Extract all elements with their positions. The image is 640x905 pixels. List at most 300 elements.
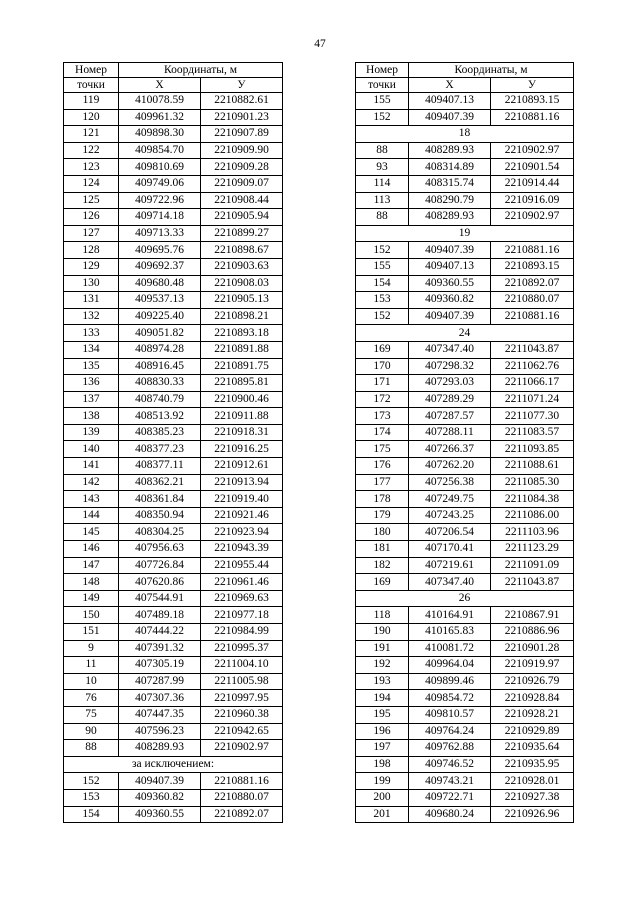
x-coordinate-cell: 408314.89 — [409, 159, 491, 176]
point-number-cell: 88 — [356, 142, 409, 159]
point-number-cell: 152 — [356, 308, 409, 325]
x-coordinate-cell: 409746.52 — [409, 756, 491, 773]
table-row — [356, 690, 574, 707]
table-row — [64, 441, 283, 458]
point-number-cell: 123 — [64, 159, 119, 176]
y-coordinate-cell: 2211093.85 — [491, 441, 574, 458]
y-coordinate-cell: 2211077.30 — [491, 408, 574, 425]
table-row — [356, 292, 574, 309]
point-number-cell: 137 — [64, 391, 119, 408]
x-coordinate-cell: 407287.57 — [409, 408, 491, 425]
x-coordinate-cell: 409722.71 — [409, 789, 491, 806]
y-coordinate-cell: 2210902.97 — [491, 209, 574, 226]
x-coordinate-cell: 407262.20 — [409, 458, 491, 475]
table-body-left — [64, 63, 283, 823]
point-number-cell: 141 — [64, 458, 119, 475]
section-label: 18 — [356, 126, 574, 143]
x-coordinate-cell: 409360.82 — [409, 292, 491, 309]
y-coordinate-cell: 2211086.00 — [491, 507, 574, 524]
x-coordinate-cell: 407489.18 — [119, 607, 201, 624]
point-number-cell: 118 — [356, 607, 409, 624]
y-coordinate-cell: 2211085.30 — [491, 474, 574, 491]
table-row — [356, 258, 574, 275]
table-row — [64, 375, 283, 392]
table-row — [356, 142, 574, 159]
point-number-cell: 76 — [64, 690, 119, 707]
table-row — [64, 474, 283, 491]
y-coordinate-cell: 2210916.09 — [491, 192, 574, 209]
y-coordinate-cell: 2210912.61 — [201, 458, 283, 475]
table-row — [356, 308, 574, 325]
x-coordinate-cell: 407298.32 — [409, 358, 491, 375]
y-coordinate-cell: 2211043.87 — [491, 341, 574, 358]
point-number-cell: 113 — [356, 192, 409, 209]
y-coordinate-cell: 2210918.31 — [201, 424, 283, 441]
x-coordinate-cell: 409964.04 — [409, 657, 491, 674]
table-row — [64, 109, 283, 126]
point-number-cell: 153 — [356, 292, 409, 309]
x-coordinate-cell: 409854.70 — [119, 142, 201, 159]
x-coordinate-cell: 407347.40 — [409, 341, 491, 358]
y-coordinate-cell: 2211084.38 — [491, 491, 574, 508]
table-row — [356, 574, 574, 591]
y-coordinate-cell: 2210892.07 — [491, 275, 574, 292]
section-row — [356, 590, 574, 607]
y-coordinate-cell: 2211071.24 — [491, 391, 574, 408]
table-row — [64, 740, 283, 757]
y-coordinate-cell: 2211103.96 — [491, 524, 574, 541]
table-row — [64, 308, 283, 325]
table-row — [356, 408, 574, 425]
point-number-cell: 150 — [64, 607, 119, 624]
y-coordinate-cell: 2210911.88 — [201, 408, 283, 425]
x-coordinate-cell: 409695.76 — [119, 242, 201, 259]
x-coordinate-cell: 409225.40 — [119, 308, 201, 325]
x-coordinate-cell: 407219.61 — [409, 557, 491, 574]
point-number-cell: 147 — [64, 557, 119, 574]
x-coordinate-cell: 409810.57 — [409, 706, 491, 723]
x-coordinate-cell: 407266.37 — [409, 441, 491, 458]
y-coordinate-cell: 2210902.97 — [491, 142, 574, 159]
x-coordinate-cell: 409899.46 — [409, 673, 491, 690]
x-coordinate-cell: 408350.94 — [119, 507, 201, 524]
section-label: 19 — [356, 225, 574, 242]
y-coordinate-cell: 2210905.13 — [201, 292, 283, 309]
y-coordinate-cell: 2210893.15 — [491, 93, 574, 110]
table-row — [64, 557, 283, 574]
point-number-cell: 127 — [64, 225, 119, 242]
x-coordinate-cell: 407206.54 — [409, 524, 491, 541]
x-coordinate-cell: 407307.36 — [119, 690, 201, 707]
y-header: У — [491, 78, 574, 93]
y-coordinate-cell: 2210901.28 — [491, 640, 574, 657]
y-coordinate-cell: 2210977.18 — [201, 607, 283, 624]
table-row — [356, 773, 574, 790]
table-row — [356, 242, 574, 259]
y-coordinate-cell: 2210919.40 — [201, 491, 283, 508]
y-coordinate-cell: 2210928.21 — [491, 706, 574, 723]
section-row — [64, 756, 283, 773]
table-row — [64, 391, 283, 408]
y-coordinate-cell: 2210908.44 — [201, 192, 283, 209]
table-row — [64, 491, 283, 508]
x-coordinate-cell: 409722.96 — [119, 192, 201, 209]
table-row — [356, 358, 574, 375]
x-coordinate-cell: 409407.39 — [409, 109, 491, 126]
x-coordinate-cell: 408513.92 — [119, 408, 201, 425]
table-row — [64, 590, 283, 607]
point-number-cell: 126 — [64, 209, 119, 226]
x-coordinate-cell: 407170.41 — [409, 541, 491, 558]
point-number-cell: 125 — [64, 192, 119, 209]
point-number-cell: 152 — [356, 109, 409, 126]
y-coordinate-cell: 2210984.99 — [201, 624, 283, 641]
x-coordinate-cell: 409714.18 — [119, 209, 201, 226]
y-coordinate-cell: 2210921.46 — [201, 507, 283, 524]
table-row — [356, 640, 574, 657]
table-row — [64, 209, 283, 226]
table-row — [64, 806, 283, 823]
y-coordinate-cell: 2210909.90 — [201, 142, 283, 159]
y-coordinate-cell: 2211062.76 — [491, 358, 574, 375]
section-row — [356, 126, 574, 143]
x-coordinate-cell: 407726.84 — [119, 557, 201, 574]
x-coordinate-cell: 408830.33 — [119, 375, 201, 392]
y-coordinate-cell: 2210969.63 — [201, 590, 283, 607]
table-row — [356, 806, 574, 823]
y-coordinate-cell: 2210903.63 — [201, 258, 283, 275]
point-number-cell: 140 — [64, 441, 119, 458]
section-label: 26 — [356, 590, 574, 607]
point-number-cell: 93 — [356, 159, 409, 176]
x-coordinate-cell: 409680.24 — [409, 806, 491, 823]
table-row — [64, 126, 283, 143]
x-coordinate-cell: 410165.83 — [409, 624, 491, 641]
y-coordinate-cell: 2210880.07 — [201, 789, 283, 806]
y-coordinate-cell: 2210928.84 — [491, 690, 574, 707]
y-coordinate-cell: 2210908.03 — [201, 275, 283, 292]
y-coordinate-cell: 2210928.01 — [491, 773, 574, 790]
y-coordinate-cell: 2210886.96 — [491, 624, 574, 641]
x-coordinate-cell: 407293.03 — [409, 375, 491, 392]
x-coordinate-cell: 408315.74 — [409, 175, 491, 192]
y-coordinate-cell: 2211043.87 — [491, 574, 574, 591]
table-row — [356, 706, 574, 723]
point-number-cell: 169 — [356, 341, 409, 358]
y-coordinate-cell: 2210909.07 — [201, 175, 283, 192]
point-number-cell: 138 — [64, 408, 119, 425]
x-coordinate-cell: 409810.69 — [119, 159, 201, 176]
y-coordinate-cell: 2210997.95 — [201, 690, 283, 707]
x-coordinate-cell: 407391.32 — [119, 640, 201, 657]
table-row — [356, 557, 574, 574]
point-number-cell: 180 — [356, 524, 409, 541]
point-number-cell: 155 — [356, 258, 409, 275]
x-coordinate-cell: 408385.23 — [119, 424, 201, 441]
table-row — [356, 607, 574, 624]
x-coordinate-cell: 409537.13 — [119, 292, 201, 309]
table-row — [356, 789, 574, 806]
table-row — [356, 109, 574, 126]
y-coordinate-cell: 2210895.81 — [201, 375, 283, 392]
point-number-cell: 149 — [64, 590, 119, 607]
x-coordinate-cell: 408289.93 — [119, 740, 201, 757]
table-row — [64, 789, 283, 806]
point-number-cell: 75 — [64, 706, 119, 723]
point-number-cell: 197 — [356, 740, 409, 757]
x-coordinate-cell: 409764.24 — [409, 723, 491, 740]
x-coordinate-cell: 407444.22 — [119, 624, 201, 641]
header-row — [64, 78, 283, 93]
table-row — [356, 192, 574, 209]
y-coordinate-cell: 2210892.07 — [201, 806, 283, 823]
coordinates-table-right — [355, 62, 574, 823]
table-row — [356, 424, 574, 441]
table-row — [64, 341, 283, 358]
table-row — [64, 574, 283, 591]
table-row — [356, 657, 574, 674]
table-row — [356, 756, 574, 773]
point-number-cell: 176 — [356, 458, 409, 475]
x-coordinate-cell: 407620.86 — [119, 574, 201, 591]
y-coordinate-cell: 2210942.65 — [201, 723, 283, 740]
x-coordinate-cell: 409854.72 — [409, 690, 491, 707]
table-row — [64, 541, 283, 558]
point-number-cell: 154 — [356, 275, 409, 292]
point-number-cell: 182 — [356, 557, 409, 574]
point-number-cell: 178 — [356, 491, 409, 508]
y-coordinate-cell: 2210960.38 — [201, 706, 283, 723]
y-coordinate-cell: 2211091.09 — [491, 557, 574, 574]
point-number-cell: 175 — [356, 441, 409, 458]
point-number-cell: 170 — [356, 358, 409, 375]
point-number-cell: 143 — [64, 491, 119, 508]
x-coordinate-cell: 409407.13 — [409, 93, 491, 110]
x-coordinate-cell: 407956.63 — [119, 541, 201, 558]
point-number-cell: 131 — [64, 292, 119, 309]
point-number-cell: 200 — [356, 789, 409, 806]
point-number-cell: 154 — [64, 806, 119, 823]
y-coordinate-cell: 2210907.89 — [201, 126, 283, 143]
x-coordinate-cell: 408362.21 — [119, 474, 201, 491]
y-coordinate-cell: 2210926.96 — [491, 806, 574, 823]
y-coordinate-cell: 2210867.91 — [491, 607, 574, 624]
point-number-cell: 198 — [356, 756, 409, 773]
point-number-cell: 152 — [356, 242, 409, 259]
table-row — [64, 192, 283, 209]
x-coordinate-cell: 409051.82 — [119, 325, 201, 342]
point-number-cell: 148 — [64, 574, 119, 591]
section-label: за исключением: — [64, 756, 283, 773]
table-row — [64, 175, 283, 192]
point-number-cell: 124 — [64, 175, 119, 192]
table-row — [64, 723, 283, 740]
point-number-cell: 199 — [356, 773, 409, 790]
table-row — [64, 657, 283, 674]
x-coordinate-cell: 409743.21 — [409, 773, 491, 790]
point-header-bottom: точки — [356, 78, 409, 93]
section-row — [356, 325, 574, 342]
y-coordinate-cell: 2210935.95 — [491, 756, 574, 773]
table-row — [64, 607, 283, 624]
x-coordinate-cell: 407305.19 — [119, 657, 201, 674]
y-coordinate-cell: 2210935.64 — [491, 740, 574, 757]
table-row — [64, 242, 283, 259]
point-number-cell: 192 — [356, 657, 409, 674]
header-row — [64, 63, 283, 78]
x-coordinate-cell: 409762.88 — [409, 740, 491, 757]
coords-header: Координаты, м — [119, 63, 283, 78]
point-number-cell: 194 — [356, 690, 409, 707]
x-coordinate-cell: 410081.72 — [409, 640, 491, 657]
x-coordinate-cell: 407256.38 — [409, 474, 491, 491]
x-coordinate-cell: 409898.30 — [119, 126, 201, 143]
y-coordinate-cell: 2210881.16 — [491, 109, 574, 126]
table-row — [64, 524, 283, 541]
x-coordinate-cell: 408289.93 — [409, 142, 491, 159]
point-number-cell: 191 — [356, 640, 409, 657]
y-coordinate-cell: 2210899.27 — [201, 225, 283, 242]
y-coordinate-cell: 2211088.61 — [491, 458, 574, 475]
x-coordinate-cell: 408290.79 — [409, 192, 491, 209]
point-header-bottom: точки — [64, 78, 119, 93]
y-coordinate-cell: 2210902.97 — [201, 740, 283, 757]
table-row — [64, 773, 283, 790]
table-row — [356, 341, 574, 358]
y-coordinate-cell: 2210927.38 — [491, 789, 574, 806]
table-row — [64, 142, 283, 159]
table-row — [64, 325, 283, 342]
y-coordinate-cell: 2210900.46 — [201, 391, 283, 408]
table-body-right — [356, 63, 574, 823]
table-row — [356, 491, 574, 508]
table-row — [356, 391, 574, 408]
table-row — [356, 524, 574, 541]
point-number-cell: 155 — [356, 93, 409, 110]
y-coordinate-cell: 2210881.16 — [201, 773, 283, 790]
y-coordinate-cell: 2210891.88 — [201, 341, 283, 358]
y-coordinate-cell: 2210961.46 — [201, 574, 283, 591]
point-number-cell: 139 — [64, 424, 119, 441]
table-row — [64, 292, 283, 309]
table-row — [356, 209, 574, 226]
x-header: X — [119, 78, 201, 93]
table-row — [64, 507, 283, 524]
table-row — [356, 441, 574, 458]
point-number-cell: 142 — [64, 474, 119, 491]
point-number-cell: 88 — [64, 740, 119, 757]
table-row — [64, 458, 283, 475]
point-number-cell: 130 — [64, 275, 119, 292]
point-number-cell: 10 — [64, 673, 119, 690]
x-coordinate-cell: 408289.93 — [409, 209, 491, 226]
x-coordinate-cell: 407288.11 — [409, 424, 491, 441]
table-row — [356, 740, 574, 757]
point-number-cell: 195 — [356, 706, 409, 723]
x-coordinate-cell: 408377.23 — [119, 441, 201, 458]
table-row — [356, 673, 574, 690]
table-row — [356, 175, 574, 192]
y-coordinate-cell: 2210881.16 — [491, 242, 574, 259]
x-coordinate-cell: 409407.39 — [119, 773, 201, 790]
y-coordinate-cell: 2210955.44 — [201, 557, 283, 574]
coordinates-table-left — [63, 62, 283, 823]
y-coordinate-cell: 2210923.94 — [201, 524, 283, 541]
header-row — [356, 63, 574, 78]
y-coordinate-cell: 2211123.29 — [491, 541, 574, 558]
section-label: 24 — [356, 325, 574, 342]
table-row — [64, 275, 283, 292]
table-row — [64, 93, 283, 110]
point-number-cell: 177 — [356, 474, 409, 491]
y-coordinate-cell: 2210898.21 — [201, 308, 283, 325]
point-number-cell: 201 — [356, 806, 409, 823]
point-number-cell: 181 — [356, 541, 409, 558]
x-coordinate-cell: 409407.39 — [409, 242, 491, 259]
y-coordinate-cell: 2211066.17 — [491, 375, 574, 392]
y-coordinate-cell: 2210901.23 — [201, 109, 283, 126]
table-row — [356, 723, 574, 740]
table-row — [64, 640, 283, 657]
table-row — [64, 258, 283, 275]
table-row — [64, 358, 283, 375]
x-coordinate-cell: 407596.23 — [119, 723, 201, 740]
y-coordinate-cell: 2210893.15 — [491, 258, 574, 275]
x-coordinate-cell: 408916.45 — [119, 358, 201, 375]
point-number-cell: 190 — [356, 624, 409, 641]
point-number-cell: 88 — [356, 209, 409, 226]
y-coordinate-cell: 2210919.97 — [491, 657, 574, 674]
y-coordinate-cell: 2210914.44 — [491, 175, 574, 192]
y-coordinate-cell: 2210913.94 — [201, 474, 283, 491]
x-coordinate-cell: 408377.11 — [119, 458, 201, 475]
point-number-cell: 151 — [64, 624, 119, 641]
point-number-cell: 146 — [64, 541, 119, 558]
table-row — [64, 706, 283, 723]
point-number-cell: 193 — [356, 673, 409, 690]
point-number-cell: 171 — [356, 375, 409, 392]
x-coordinate-cell: 407347.40 — [409, 574, 491, 591]
point-number-cell: 153 — [64, 789, 119, 806]
x-coordinate-cell: 410164.91 — [409, 607, 491, 624]
point-number-cell: 11 — [64, 657, 119, 674]
table-row — [356, 624, 574, 641]
y-coordinate-cell: 2210881.16 — [491, 308, 574, 325]
point-number-cell: 119 — [64, 93, 119, 110]
table-row — [356, 275, 574, 292]
point-number-cell: 179 — [356, 507, 409, 524]
x-header: X — [409, 78, 491, 93]
y-coordinate-cell: 2210943.39 — [201, 541, 283, 558]
x-coordinate-cell: 408974.28 — [119, 341, 201, 358]
y-coordinate-cell: 2211005.98 — [201, 673, 283, 690]
table-row — [64, 624, 283, 641]
y-coordinate-cell: 2210909.28 — [201, 159, 283, 176]
x-coordinate-cell: 407287.99 — [119, 673, 201, 690]
point-number-cell: 114 — [356, 175, 409, 192]
point-number-cell: 169 — [356, 574, 409, 591]
point-number-cell: 134 — [64, 341, 119, 358]
y-coordinate-cell: 2210898.67 — [201, 242, 283, 259]
x-coordinate-cell: 409360.55 — [119, 806, 201, 823]
table-row — [64, 690, 283, 707]
page-number: 47 — [314, 38, 326, 50]
y-coordinate-cell: 2210929.89 — [491, 723, 574, 740]
x-coordinate-cell: 409407.13 — [409, 258, 491, 275]
point-number-cell: 196 — [356, 723, 409, 740]
table-row — [356, 458, 574, 475]
y-coordinate-cell: 2211083.57 — [491, 424, 574, 441]
